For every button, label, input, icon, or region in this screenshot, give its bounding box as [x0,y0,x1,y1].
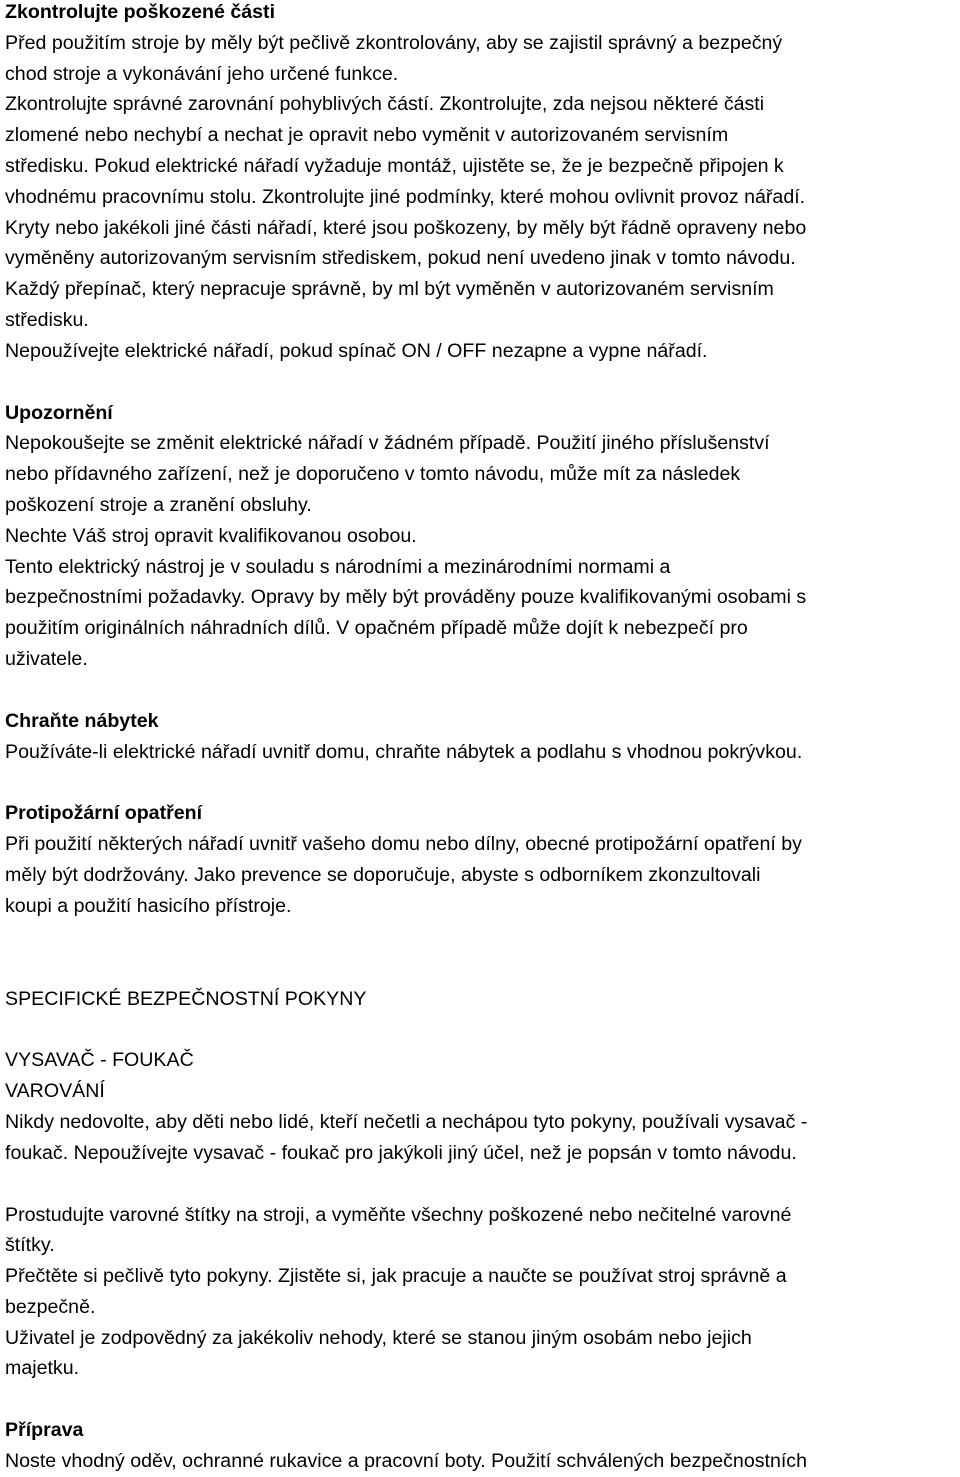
text-line: zlomené nebo nechybí a nechat je opravit nebo vyměnit v autorizovaném servisním [5,124,729,147]
text-line: majetku. [5,1357,80,1380]
section-heading: Chraňte nábytek [5,709,159,732]
text-line: Tento elektrický nástroj je v souladu s národními a mezinárodními normami a [5,555,671,578]
text-line: poškození stroje a zranění obsluhy. [5,493,312,516]
section-specific-safety [5,984,960,1015]
section-damaged-parts [5,0,960,367]
text-line: Kryty nebo jakékoli jiné části nářadí, které jsou poškozeny, by měly být řádně opraveny nebo [5,216,807,239]
text-line: Před použitím stroje by měly být pečlivě zkontrolovány, aby se zajistil správný a bezpečný [5,31,783,54]
text-line: koupi a použití hasicího přístroje. [5,894,292,917]
text-line: Uživatel je zodpovědný za jakékoliv nehody, které se stanou jiným osobám nebo jejich [5,1326,752,1349]
text-line: vyměněny autorizovaným servisním střediskem, pokud není uvedeno jinak v tomto návodu. [5,247,796,270]
text-line: měly být dodržovány. Jako prevence se doporučuje, abyste s odborníkem zkonzultovali [5,863,761,886]
section-protect-furniture [5,706,960,768]
text-line: Nepokoušejte se změnit elektrické nářadí v žádném případě. Použití jiného příslušenství [5,432,770,455]
text-line: uživatele. [5,647,88,670]
text-line: bezpečně. [5,1295,96,1318]
section-heading: VYSAVAČ - FOUKAČ [5,1049,194,1072]
section-preparation [5,1415,960,1477]
section-warning [5,398,960,675]
text-line: Prostudujte varovné štítky na stroji, a vyměňte všechny poškozené nebo nečitelné varovné [5,1203,792,1226]
text-line: středisku. Pokud elektrické nářadí vyžaduje montáž, ujistěte se, že je bezpečně připojen k [5,154,784,177]
text-line: štítky. [5,1234,55,1257]
section-heading: Příprava [5,1419,84,1442]
text-line: Zkontrolujte správné zarovnání pohyblivých částí. Zkontrolujte, zda nejsou některé části [5,93,765,116]
text-line: Přečtěte si pečlivě tyto pokyny. Zjistěte si, jak pracuje a naučte se používat stroj správně a [5,1265,787,1288]
text-line: vhodnému pracovnímu stolu. Zkontrolujte jiné podmínky, které mohou ovlivnit provoz nářadí. [5,185,806,208]
section-heading: Zkontrolujte poškozené části [5,1,276,23]
text-line: chod stroje a vykonávání jeho určené funkce. [5,62,399,85]
text-line: Každý přepínač, který nepracuje správně, by ml být vyměněn v autorizovaném servisním [5,278,774,301]
text-line: Při použití některých nářadí uvnitř vašeho domu nebo dílny, obecné protipožární opatření by [5,833,802,856]
text-line: středisku. [5,308,89,331]
text-line: Noste vhodný oděv, ochranné rukavice a pracovní boty. Použití schválených bezpečnostních [5,1450,807,1473]
text-line: foukač. Nepoužívejte vysavač - foukač pro jakýkoli jiný účel, než je popsán v tomto návodu. [5,1141,797,1164]
section-heading: Upozornění [5,401,113,424]
text-line: Používáte-li elektrické nářadí uvnitř domu, chraňte nábytek a podlahu s vhodnou pokrývkou. [5,740,803,763]
section-heading: Protipožární opatření [5,802,203,825]
text-line: bezpečnostními požadavky. Opravy by měly být prováděny pouze kvalifikovanými osobami s [5,586,807,609]
text-line: Nechte Váš stroj opravit kvalifikovanou osobou. [5,524,417,547]
section-fire-precautions [5,798,960,921]
text-line: použitím originálních náhradních dílů. V opačném případě může dojít k nebezpečí pro [5,617,748,640]
text-line: Nepoužívejte elektrické nářadí, pokud spínač ON / OFF nezapne a vypne nářadí. [5,339,708,362]
section-heading: SPECIFICKÉ BEZPEČNOSTNÍ POKYNY [5,987,367,1010]
section-vacuum-blower [5,1045,960,1384]
text-line: Nikdy nedovolte, aby děti nebo lidé, kteří nečetli a nechápou tyto pokyny, používali vysavač - [5,1110,808,1133]
text-line: nebo přídavného zařízení, než je doporučeno v tomto návodu, může mít za následek [5,463,741,486]
section-subheading: VAROVÁNÍ [5,1080,105,1103]
